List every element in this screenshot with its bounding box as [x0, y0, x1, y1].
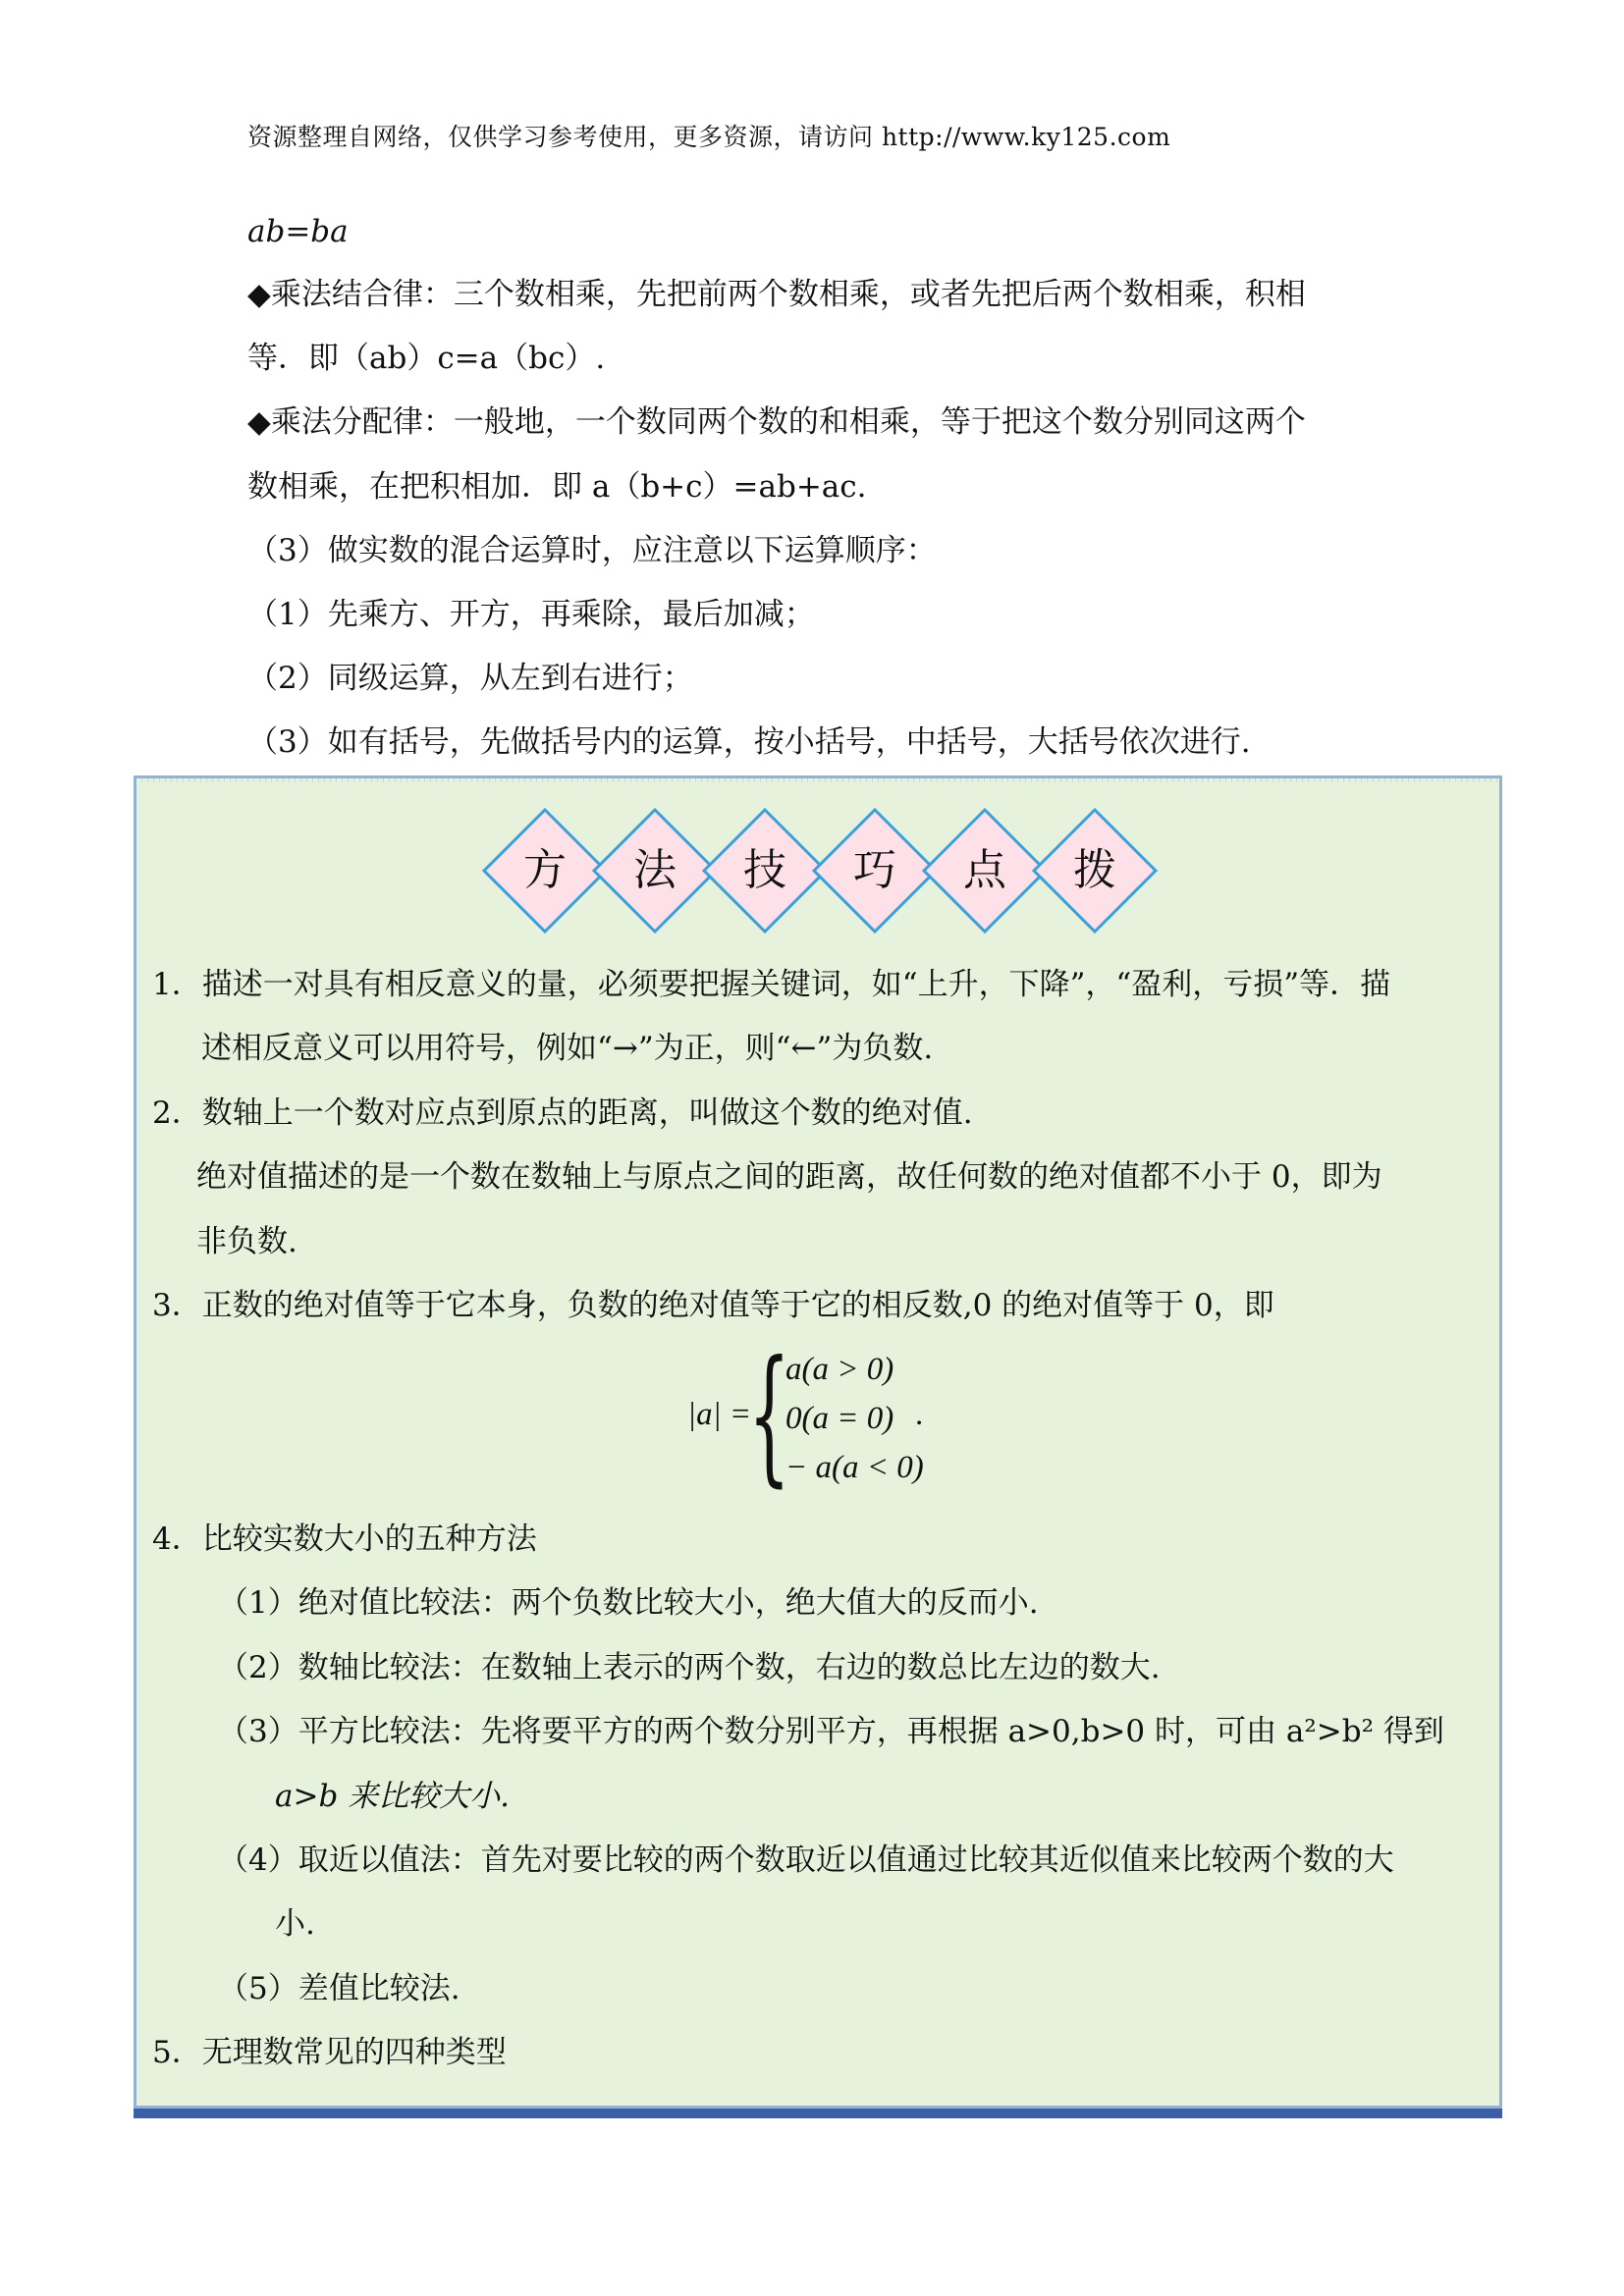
left-brace: { — [748, 1330, 790, 1501]
tip-1-line1: 1．描述一对具有相反意义的量，必须要把握关键词，如“上升，下降”，“盈利，亏损”等．描 — [152, 967, 1391, 1002]
banner-diamond — [921, 807, 1049, 934]
order-step-1: （1）先乘方、开方，再乘除，最后加减； — [247, 597, 815, 632]
tip-2-line3: 非负数. — [196, 1224, 298, 1259]
tip-1-line2: 述相反意义可以用符号，例如“→”为正，则“←”为负数. — [201, 1031, 934, 1066]
banner-char: 点 — [963, 845, 1006, 895]
associative-law-line1: ◆乘法结合律：三个数相乘，先把前两个数相乘，或者先把后两个数相乘，积相 — [247, 277, 1306, 312]
banner-char: 法 — [633, 845, 677, 895]
banner-char: 方 — [523, 845, 567, 895]
banner-char: 技 — [743, 845, 786, 895]
tip-4-heading: 4．比较实数大小的五种方法 — [152, 1522, 537, 1557]
banner-diamond — [481, 807, 609, 934]
tip-3-line: 3．正数的绝对值等于它本身，负数的绝对值等于它的相反数,0 的绝对值等于 0，即 — [152, 1288, 1274, 1323]
absolute-value-formula — [687, 1330, 943, 1501]
associative-law-line2: 等．即（ab）c=a（bc）. — [247, 341, 606, 376]
order-step-3: （3）如有括号，先做括号内的运算，按小括号，中括号，大括号依次进行. — [247, 724, 1251, 760]
banner-diamond — [1031, 807, 1159, 934]
tip-2-line1: 2．数轴上一个数对应点到原点的距离，叫做这个数的绝对值. — [152, 1095, 973, 1131]
tip-4-method-4-line2: 小. — [275, 1906, 315, 1942]
commutative-formula: ab=ba — [247, 214, 349, 249]
tip-2-line2: 绝对值描述的是一个数在数轴上与原点之间的距离，故任何数的绝对值都不小于 0，即为 — [196, 1159, 1382, 1195]
page-header: 资源整理自网络，仅供学习参考使用，更多资源，请访问 http://www.ky125.com — [247, 123, 1171, 151]
banner-char: 巧 — [853, 845, 896, 895]
tip-4-method-4-line1: （4）取近以值法：首先对要比较的两个数取近以值通过比较其近似值来比较两个数的大 — [218, 1842, 1394, 1878]
tip-4-method-1: （1）绝对值比较法：两个负数比较大小，绝大值大的反而小. — [218, 1585, 1039, 1621]
formula-case-positive: a(a > 0) — [785, 1352, 894, 1387]
order-intro: （3）做实数的混合运算时，应注意以下运算顺序： — [247, 533, 937, 568]
formula-case-negative: − a(a < 0) — [785, 1450, 924, 1485]
formula-case-zero: 0(a = 0) — [785, 1401, 894, 1436]
tip-5-heading: 5．无理数常见的四种类型 — [152, 2035, 507, 2070]
banner-diamond — [591, 807, 719, 934]
banner-diamond — [811, 807, 939, 934]
tip-4-method-2: （2）数轴比较法：在数轴上表示的两个数，右边的数总比左边的数大. — [218, 1650, 1161, 1685]
tip-4-method-5: （5）差值比较法. — [218, 1971, 460, 2006]
formula-lhs: |a| = — [687, 1397, 752, 1432]
tip-4-method-3-line2: a>b 来比较大小. — [275, 1779, 511, 1814]
tips-box-bottom-bar — [134, 2109, 1502, 2118]
distributive-law-line1: ◆乘法分配律：一般地，一个数同两个数的和相乘，等于把这个数分别同这两个 — [247, 404, 1306, 440]
banner-diamond — [701, 807, 829, 934]
order-step-2: （2）同级运算，从左到右进行； — [247, 661, 693, 696]
formula-period: . — [915, 1397, 924, 1432]
banner-char: 拨 — [1073, 845, 1116, 895]
section-banner — [481, 807, 1159, 934]
distributive-law-line2: 数相乘，在把积相加．即 a（b+c）=ab+ac. — [247, 469, 867, 505]
tip-4-method-3-line1: （3）平方比较法：先将要平方的两个数分别平方，再根据 a>0,b>0 时，可由 a²>b² 得到 — [218, 1714, 1444, 1749]
